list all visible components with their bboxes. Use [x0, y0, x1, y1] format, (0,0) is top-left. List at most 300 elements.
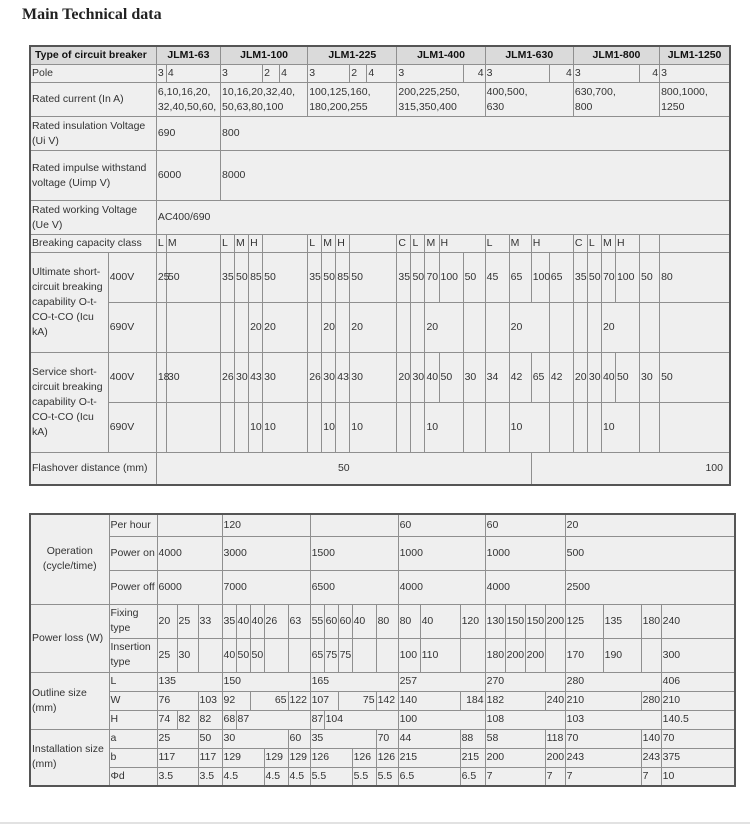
table-cell: 26: [221, 353, 235, 403]
row-label: Rated working Voltage (Ue V): [30, 201, 156, 235]
table-cell: 40: [420, 604, 460, 638]
table-cell: 4000: [485, 570, 565, 604]
table-cell: 200,225,250, 315,350,400: [397, 83, 485, 117]
table-cell: [166, 403, 220, 453]
table-cell: M: [322, 235, 336, 253]
header-row: [30, 46, 730, 65]
table-cell: 280: [565, 672, 661, 691]
table-cell: 20: [350, 303, 397, 353]
table-cell: C: [573, 235, 587, 253]
sub-label: Φd: [109, 767, 157, 786]
table-cell: 25: [157, 638, 177, 672]
header-model: JLM1-100: [221, 46, 308, 65]
operations-table: [29, 513, 736, 787]
table-cell: 35: [308, 253, 322, 303]
table-cell: [308, 303, 322, 353]
table-cell: 800: [221, 117, 730, 151]
table-cell: H: [249, 235, 263, 253]
table-cell: 43: [336, 353, 350, 403]
table-cell: [411, 403, 425, 453]
table-cell: [587, 403, 601, 453]
table-cell: 20: [397, 353, 411, 403]
table-cell: 33: [198, 604, 222, 638]
table-cell: [166, 303, 220, 353]
row-service-690: [30, 403, 730, 453]
table-cell: 6000: [156, 151, 220, 201]
row-flashover: [30, 453, 730, 485]
sub-label: Power on: [109, 536, 157, 570]
table-cell: 243: [641, 748, 661, 767]
table-cell: 65: [250, 691, 288, 710]
table-cell: 20: [322, 303, 336, 353]
table-cell: 60: [324, 604, 338, 638]
table-cell: L: [411, 235, 425, 253]
table-cell: 4000: [157, 536, 222, 570]
table-cell: 25: [157, 729, 198, 748]
table-cell: 200: [485, 748, 545, 767]
table-cell: [288, 638, 310, 672]
table-cell: [660, 235, 730, 253]
table-cell: 65: [509, 253, 531, 303]
table-cell: 60: [485, 514, 565, 536]
row-outline-W: [30, 691, 735, 710]
table-cell: 55: [310, 604, 324, 638]
row-insulation: [30, 117, 730, 151]
group-label: Installation size (mm): [30, 729, 109, 786]
table-cell: 122: [288, 691, 310, 710]
sub-label: L: [109, 672, 157, 691]
table-cell: 44: [398, 729, 460, 748]
row-install-d: [30, 767, 735, 786]
table-cell: [411, 303, 425, 353]
table-cell: 100,125,160, 180,200,255: [308, 83, 397, 117]
header-model: JLM1-225: [308, 46, 397, 65]
table-cell: 280: [641, 691, 661, 710]
table-cell: 800,1000, 1250: [660, 83, 730, 117]
table-cell: [549, 403, 573, 453]
table-cell: 120: [460, 604, 485, 638]
table-cell: 170: [565, 638, 603, 672]
table-cell: 10: [601, 403, 639, 453]
table-cell: 240: [545, 691, 565, 710]
sub-label: Power off: [109, 570, 157, 604]
row-fixing: [30, 604, 735, 638]
table-cell: 4.5: [288, 767, 310, 786]
table-cell: 690: [156, 117, 220, 151]
table-cell: 3: [485, 65, 549, 83]
table-cell: [397, 303, 411, 353]
table-cell: 3: [308, 65, 350, 83]
voltage-label: 690V: [108, 303, 156, 353]
table-cell: 42: [509, 353, 531, 403]
table-cell: [545, 638, 565, 672]
sub-label: Per hour: [109, 514, 157, 536]
table-cell: 50: [587, 253, 601, 303]
table-cell: L: [221, 235, 235, 253]
table-cell: L: [308, 235, 322, 253]
table-cell: 70: [565, 729, 641, 748]
header-model: JLM1-1250: [660, 46, 730, 65]
table-cell: [310, 514, 398, 536]
voltage-label: 400V: [108, 253, 156, 303]
sub-label: b: [109, 748, 157, 767]
table-cell: 125: [565, 604, 603, 638]
table-cell: 100: [615, 253, 639, 303]
table-cell: 25: [156, 253, 166, 303]
table-cell: [376, 638, 398, 672]
row-label: Flashover distance (mm): [30, 453, 156, 485]
table-cell: 3.5: [198, 767, 222, 786]
table-cell: 50: [166, 253, 220, 303]
header-model: JLM1-800: [573, 46, 659, 65]
table-cell: 35: [222, 604, 236, 638]
table-cell: L: [587, 235, 601, 253]
table-cell: 88: [460, 729, 485, 748]
table-cell: [156, 303, 166, 353]
table-cell: 182: [485, 691, 545, 710]
table-cell: 630,700, 800: [573, 83, 659, 117]
table-cell: 100: [531, 253, 549, 303]
row-label: Rated current (In A): [30, 83, 156, 117]
table-cell: 4: [280, 65, 308, 83]
sub-label: W: [109, 691, 157, 710]
row-breaking-class: [30, 235, 730, 253]
table-cell: 3: [573, 65, 639, 83]
table-cell: 70: [425, 253, 439, 303]
table-cell: [463, 403, 485, 453]
group-label: Power loss (W): [30, 604, 109, 672]
header-model: JLM1-63: [156, 46, 220, 65]
table-cell: 130: [485, 604, 505, 638]
table-cell: 30: [177, 638, 198, 672]
table-cell: 400,500, 630: [485, 83, 573, 117]
table-cell: H: [531, 235, 573, 253]
table-cell: 135: [157, 672, 222, 691]
table-cell: 20: [573, 353, 587, 403]
table-cell: 50: [156, 453, 531, 485]
table-cell: 7: [565, 767, 641, 786]
table-cell: 30: [222, 729, 288, 748]
table-cell: [308, 403, 322, 453]
table-cell: [640, 235, 660, 253]
row-outline-H: [30, 710, 735, 729]
table-cell: 108: [485, 710, 565, 729]
table-cell: 200: [525, 638, 545, 672]
table-cell: 70: [376, 729, 398, 748]
table-cell: 20: [509, 303, 549, 353]
table-cell: 243: [565, 748, 641, 767]
table-cell: [397, 403, 411, 453]
row-label: Pole: [30, 65, 156, 83]
table-cell: 100: [398, 638, 420, 672]
table-cell: 20: [263, 303, 308, 353]
table-cell: 80: [398, 604, 420, 638]
table-cell: 60: [338, 604, 352, 638]
table-cell: 80: [660, 253, 730, 303]
table-cell: 70: [601, 253, 615, 303]
table-cell: 5.5: [352, 767, 376, 786]
table-cell: 50: [411, 253, 425, 303]
table-cell: 126: [310, 748, 352, 767]
table-cell: 4: [166, 65, 220, 83]
table-cell: 65: [310, 638, 324, 672]
sub-label: Insertion type: [109, 638, 157, 672]
table-cell: 80: [376, 604, 398, 638]
table-cell: 129: [288, 748, 310, 767]
table-cell: 7: [485, 767, 545, 786]
row-pole: [30, 65, 730, 83]
table-cell: 82: [198, 710, 222, 729]
table-cell: H: [439, 235, 485, 253]
table-cell: 87: [310, 710, 324, 729]
table-cell: 58: [485, 729, 545, 748]
table-cell: 35: [221, 253, 235, 303]
table-cell: [587, 303, 601, 353]
table-cell: 7: [641, 767, 661, 786]
table-cell: [463, 303, 485, 353]
table-cell: 126: [376, 748, 398, 767]
table-cell: H: [615, 235, 639, 253]
table-cell: 4: [640, 65, 660, 83]
table-cell: [640, 303, 660, 353]
table-cell: [573, 403, 587, 453]
table-cell: [235, 403, 249, 453]
table-cell: 184: [460, 691, 485, 710]
table-cell: 63: [288, 604, 310, 638]
sub-label: a: [109, 729, 157, 748]
table-cell: 4.5: [264, 767, 288, 786]
table-cell: 10: [263, 403, 308, 453]
table-cell: 50: [235, 253, 249, 303]
table-cell: 150: [525, 604, 545, 638]
table-cell: 65: [531, 353, 549, 403]
table-cell: 210: [565, 691, 641, 710]
table-cell: 135: [603, 604, 641, 638]
table-cell: [549, 303, 573, 353]
sub-label: Fixing type: [109, 604, 157, 638]
table-cell: 240: [661, 604, 735, 638]
group-label: Operation (cycle/time): [30, 514, 109, 604]
row-power-off: [30, 570, 735, 604]
table-cell: 1500: [310, 536, 398, 570]
table-cell: 6,10,16,20, 32,40,50,60,: [156, 83, 220, 117]
table-cell: 1000: [485, 536, 565, 570]
table-cell: 104: [324, 710, 398, 729]
table-cell: 18: [156, 353, 166, 403]
table-cell: 40: [250, 604, 264, 638]
table-cell: 142: [376, 691, 398, 710]
table-cell: [157, 514, 222, 536]
table-cell: [264, 638, 288, 672]
table-cell: 50: [250, 638, 264, 672]
table-cell: [460, 638, 485, 672]
table-cell: 210: [661, 691, 735, 710]
table-cell: [336, 403, 350, 453]
table-cell: 25: [177, 604, 198, 638]
table-cell: 100: [398, 710, 485, 729]
table-cell: 50: [660, 353, 730, 403]
table-cell: 70: [661, 729, 735, 748]
table-cell: 50: [198, 729, 222, 748]
table-cell: 126: [352, 748, 376, 767]
row-ultimate-690: [30, 303, 730, 353]
table-cell: M: [509, 235, 531, 253]
header-type: Type of circuit breaker: [30, 46, 156, 65]
table-cell: 150: [222, 672, 310, 691]
table-cell: [263, 235, 308, 253]
table-cell: M: [166, 235, 220, 253]
table-cell: 120: [222, 514, 310, 536]
table-cell: 270: [485, 672, 565, 691]
table-cell: 10: [322, 403, 336, 453]
table-cell: 406: [661, 672, 735, 691]
row-label: Service short-circuit breaking capability O-t-CO-t-CO (Icu kA): [30, 353, 108, 453]
row-label: Rated insulation Voltage (Ui V): [30, 117, 156, 151]
table-cell: 6500: [310, 570, 398, 604]
table-cell: 2500: [565, 570, 735, 604]
table-cell: M: [235, 235, 249, 253]
table-cell: 85: [249, 253, 263, 303]
table-cell: [660, 303, 730, 353]
technical-data-table: [29, 45, 731, 486]
table-cell: 60: [288, 729, 310, 748]
table-cell: 200: [545, 748, 565, 767]
table-cell: 4000: [398, 570, 485, 604]
table-cell: 7: [545, 767, 565, 786]
table-cell: 50: [439, 353, 463, 403]
table-cell: 43: [249, 353, 263, 403]
table-cell: 180: [641, 604, 661, 638]
table-cell: 2: [263, 65, 280, 83]
row-rated-current: [30, 83, 730, 117]
table-cell: 6.5: [398, 767, 460, 786]
table-cell: 50: [263, 253, 308, 303]
table-cell: 103: [565, 710, 661, 729]
table-cell: [640, 403, 660, 453]
table-cell: 68: [222, 710, 236, 729]
table-cell: C: [397, 235, 411, 253]
table-cell: 40: [352, 604, 376, 638]
table-cell: 375: [661, 748, 735, 767]
table-cell: 117: [157, 748, 198, 767]
table-cell: 30: [263, 353, 308, 403]
table-cell: [352, 638, 376, 672]
table-cell: 40: [236, 604, 250, 638]
table-cell: 300: [661, 638, 735, 672]
header-model: JLM1-630: [485, 46, 573, 65]
table-cell: 20: [157, 604, 177, 638]
table-cell: 50: [350, 253, 397, 303]
table-cell: 50: [236, 638, 250, 672]
row-outline-L: [30, 672, 735, 691]
table-cell: 3: [660, 65, 730, 83]
row-install-a: [30, 729, 735, 748]
table-cell: 20: [565, 514, 735, 536]
table-cell: 8000: [221, 151, 730, 201]
table-cell: 75: [338, 638, 352, 672]
table-cell: 3.5: [157, 767, 198, 786]
table-cell: 30: [640, 353, 660, 403]
table-cell: 215: [398, 748, 460, 767]
table-cell: 107: [310, 691, 338, 710]
row-label: Rated impulse withstand voltage (Uimp V): [30, 151, 156, 201]
table-cell: 10: [350, 403, 397, 453]
table-cell: 76: [157, 691, 198, 710]
table-cell: 30: [463, 353, 485, 403]
row-install-b: [30, 748, 735, 767]
table-cell: 140: [641, 729, 661, 748]
table-cell: 87: [236, 710, 310, 729]
table-cell: [221, 303, 235, 353]
table-cell: 10: [661, 767, 735, 786]
row-working-voltage: [30, 201, 730, 235]
row-service-400: [30, 353, 730, 403]
table-cell: 45: [485, 253, 509, 303]
table-cell: 20: [249, 303, 263, 353]
row-per-hour: [30, 514, 735, 536]
table-cell: 35: [310, 729, 376, 748]
table-cell: 103: [198, 691, 222, 710]
table-cell: 50: [322, 253, 336, 303]
table-cell: 110: [420, 638, 460, 672]
table-cell: AC400/690: [156, 201, 730, 235]
table-cell: 129: [222, 748, 264, 767]
table-cell: 6.5: [460, 767, 485, 786]
table-cell: [235, 303, 249, 353]
table-cell: 117: [198, 748, 222, 767]
table-cell: 2: [350, 65, 367, 83]
voltage-label: 690V: [108, 403, 156, 453]
row-label: Ultimate short-circuit breaking capability O-t-CO-t-CO (Icu kA): [30, 253, 108, 353]
table-cell: 200: [505, 638, 525, 672]
table-cell: [485, 403, 509, 453]
table-cell: 40: [222, 638, 236, 672]
table-cell: 500: [565, 536, 735, 570]
table-cell: 26: [308, 353, 322, 403]
table-cell: [336, 303, 350, 353]
table-cell: 10: [249, 403, 263, 453]
table-cell: [485, 303, 509, 353]
table-cell: 65: [549, 253, 573, 303]
table-cell: 20: [601, 303, 639, 353]
table-cell: 20: [425, 303, 463, 353]
row-insertion: [30, 638, 735, 672]
table-cell: 74: [157, 710, 177, 729]
row-ultimate-400: [30, 253, 730, 303]
table-cell: 4.5: [222, 767, 264, 786]
table-cell: 50: [463, 253, 485, 303]
table-cell: 10,16,20,32,40, 50,63,80,100: [221, 83, 308, 117]
table-cell: 50: [640, 253, 660, 303]
table-cell: 100: [439, 253, 463, 303]
table-cell: 118: [545, 729, 565, 748]
table-cell: 26: [264, 604, 288, 638]
table-cell: L: [156, 235, 166, 253]
table-cell: 6000: [157, 570, 222, 604]
table-cell: 4: [463, 65, 485, 83]
table-cell: [156, 403, 166, 453]
table-cell: 140: [398, 691, 460, 710]
table-cell: [573, 303, 587, 353]
table-cell: 35: [397, 253, 411, 303]
table-cell: 140.5: [661, 710, 735, 729]
table-cell: [221, 403, 235, 453]
row-impulse: [30, 151, 730, 201]
table-cell: 3000: [222, 536, 310, 570]
sub-label: H: [109, 710, 157, 729]
table-cell: 5.5: [376, 767, 398, 786]
table-cell: 180: [485, 638, 505, 672]
